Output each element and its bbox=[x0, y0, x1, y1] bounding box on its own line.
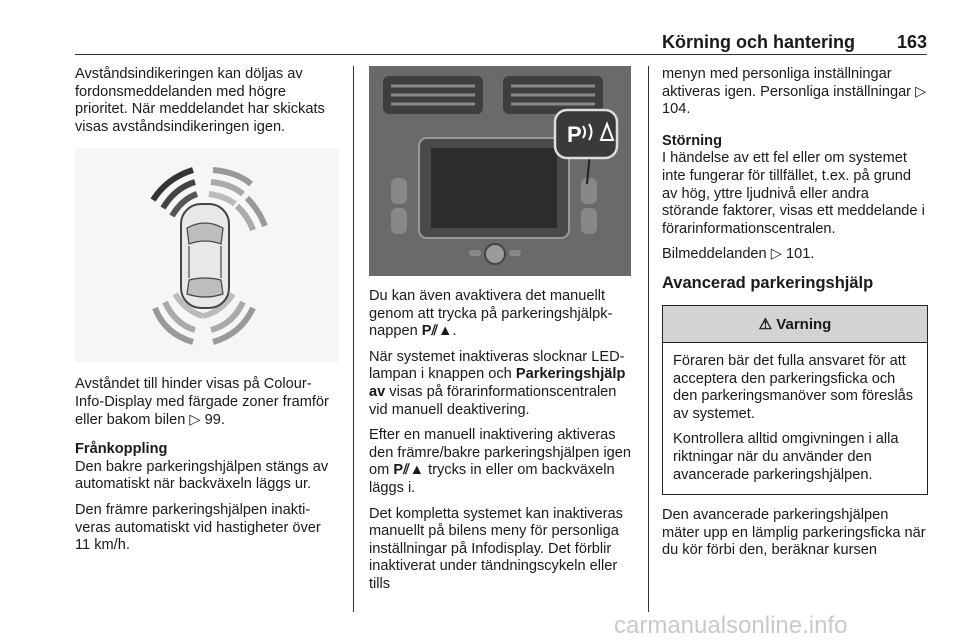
column-divider bbox=[353, 66, 354, 612]
warning-triangle-icon: ⚠ bbox=[758, 315, 773, 333]
parking-assist-button-icon: P⫽▲ bbox=[421, 323, 453, 340]
paragraph: menyn med personliga inställningar aktiveras igen. Personliga inställningar ▷ 104. bbox=[662, 66, 927, 118]
column-1 bbox=[75, 66, 339, 563]
parking-sensor-illustration bbox=[75, 148, 339, 362]
paragraph: Efter en manuell inaktivering aktiveras den främre/bakre parkeringshjälpen igen om P⫽▲ trycks in eller om backväxeln läggs i. bbox=[369, 427, 632, 496]
paragraph: I händelse av ett fel eller om systemet inte fungerar för tillfället, t.ex. på grund av hög, yttre ljudnivå eller andra störande faktorer, visas ett meddelande i förarinformationscentralen. bbox=[662, 150, 925, 237]
header-rule bbox=[75, 54, 927, 55]
column-divider bbox=[648, 66, 649, 612]
subheading: Störning bbox=[662, 132, 722, 149]
paragraph: När systemet inaktiveras slocknar LED-lampan i knappen och Parkeringshjälp av visas på förarinformationscentralen vid manuell deaktivering. bbox=[369, 348, 626, 418]
chapter-title: Körning och hantering bbox=[662, 32, 855, 52]
parking-assist-button-icon: P⫽▲ bbox=[393, 462, 425, 479]
paragraph: Den avancerade parkeringshjälpen mäter upp en lämplig parkeringsficka när du kör förbi den, beräknar kursen bbox=[662, 507, 926, 559]
paragraph: Den bakre parkeringshjälpen stängs av automatiskt när backväxeln läggs ur. bbox=[75, 458, 329, 493]
page-number: 163 bbox=[896, 32, 927, 52]
subheading: Frånkoppling bbox=[75, 441, 168, 458]
paragraph: Bilmeddelanden ▷ 101. bbox=[662, 246, 815, 263]
column-3 bbox=[662, 66, 928, 568]
dashboard-illustration-icon bbox=[369, 66, 631, 276]
warning-title: Varning bbox=[776, 315, 832, 333]
column-2 bbox=[369, 66, 635, 602]
section-heading: Avancerad parkeringshjälp bbox=[662, 273, 874, 292]
paragraph: Du kan även avaktivera det manuellt genom att trycka på parkeringshjälpknappen P⫽▲. bbox=[369, 288, 613, 340]
paragraph: Avståndsindikeringen kan döljas av fordonsmeddelanden med högre prioritet. När meddelandet har skickats visas avståndsindikeringen igen. bbox=[75, 66, 325, 135]
paragraph: Det kompletta systemet kan inaktiveras manuellt på bilens meny för personliga inställningar på Infodisplay. Det förblir inaktiverat under tändningscykeln eller tills bbox=[369, 505, 623, 592]
parking-button-label: P bbox=[567, 122, 582, 147]
dashboard-photo bbox=[369, 66, 631, 276]
car-sensor-zones-icon bbox=[75, 148, 339, 362]
paragraph: Avståndet till hinder visas på Colour-Info-Display med färgade zoner framför eller bakom bilen ▷ 99. bbox=[75, 376, 329, 428]
watermark: carmanualsonline.info bbox=[614, 612, 848, 639]
paragraph: Den främre parkeringshjälpen inaktiveras automatiskt vid hastigheter över 11 km/h. bbox=[75, 501, 321, 554]
page-header bbox=[75, 32, 927, 52]
warning-box bbox=[662, 305, 928, 495]
paragraph: Föraren bär det fulla ansvaret för att acceptera den parkeringsficka och den parkeringsmanöver som föreslås av systemet. bbox=[673, 352, 914, 422]
warning-header bbox=[663, 306, 927, 343]
paragraph: Kontrollera alltid omgivningen i alla riktningar när du använder den avancerade parkeringshjälpen. bbox=[673, 431, 899, 483]
warning-body bbox=[663, 343, 927, 494]
